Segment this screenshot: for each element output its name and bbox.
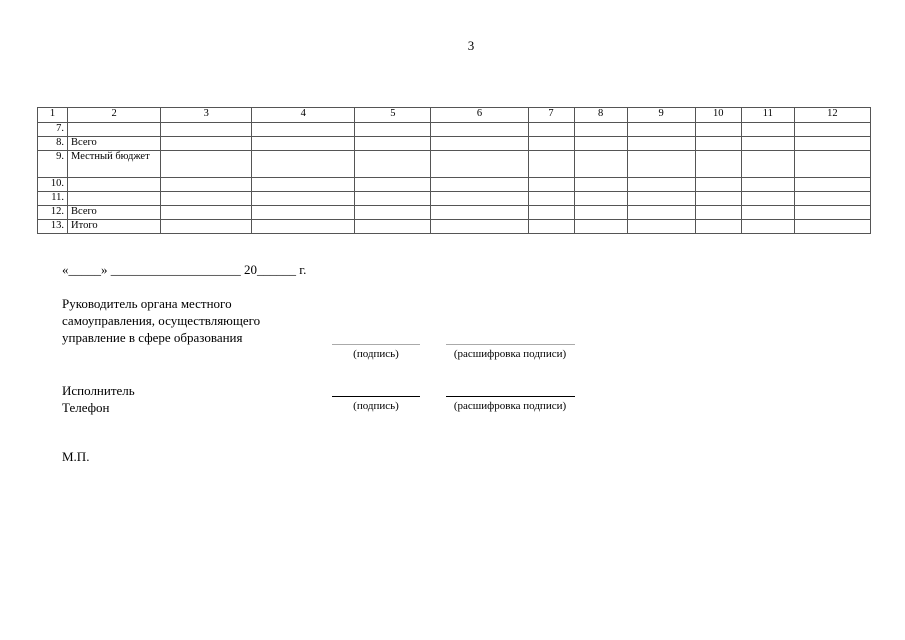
head-title-line: управление в сфере образования — [62, 330, 243, 345]
table-cell — [431, 123, 528, 137]
executor-signature-caption: (подпись) — [353, 400, 399, 412]
table-cell — [741, 123, 794, 137]
executor-title — [62, 382, 135, 416]
page-number: 3 — [467, 38, 475, 53]
table-cell — [794, 220, 870, 234]
table-cell — [627, 178, 695, 192]
column-header: 10 — [695, 108, 741, 123]
table-cell — [695, 151, 741, 178]
column-header: 8 — [574, 108, 627, 123]
row-number: 9. — [38, 151, 68, 178]
table-row — [38, 137, 871, 151]
table-cell — [252, 123, 355, 137]
table-cell — [355, 206, 431, 220]
table-cell — [741, 206, 794, 220]
table-cell — [695, 178, 741, 192]
table-cell — [252, 137, 355, 151]
table-cell — [574, 123, 627, 137]
table-cell — [794, 137, 870, 151]
table-cell — [741, 220, 794, 234]
head-title — [62, 295, 260, 346]
table-cell — [695, 220, 741, 234]
table-cell — [627, 137, 695, 151]
table-cell — [741, 192, 794, 206]
table-cell — [431, 220, 528, 234]
table-cell — [431, 151, 528, 178]
column-header: 7 — [528, 108, 574, 123]
row-label — [68, 192, 161, 206]
column-header: 2 — [68, 108, 161, 123]
column-header: 9 — [627, 108, 695, 123]
table-cell — [161, 151, 252, 178]
table-cell — [528, 137, 574, 151]
table-cell — [528, 192, 574, 206]
table-cell — [695, 192, 741, 206]
table-cell — [741, 178, 794, 192]
executor-decoding-caption: (расшифровка подписи) — [453, 400, 567, 412]
table-cell — [528, 178, 574, 192]
table-cell — [528, 123, 574, 137]
table-cell — [627, 151, 695, 178]
table-cell — [741, 151, 794, 178]
table-cell — [431, 178, 528, 192]
row-number: 12. — [38, 206, 68, 220]
table-cell — [431, 192, 528, 206]
row-label: Местный бюджет — [68, 151, 161, 178]
column-header: 4 — [252, 108, 355, 123]
table-cell — [574, 206, 627, 220]
table-cell — [627, 192, 695, 206]
column-header: 11 — [741, 108, 794, 123]
table-cell — [794, 151, 870, 178]
table-cell — [161, 137, 252, 151]
table-row — [38, 192, 871, 206]
table-cell — [431, 137, 528, 151]
table-cell — [574, 220, 627, 234]
table-cell — [695, 123, 741, 137]
row-label — [68, 123, 161, 137]
table-cell — [627, 220, 695, 234]
row-number: 13. — [38, 220, 68, 234]
table-cell — [355, 123, 431, 137]
table-row — [38, 178, 871, 192]
executor-decoding-line — [446, 396, 575, 397]
row-number: 10. — [38, 178, 68, 192]
table-cell — [528, 206, 574, 220]
row-label — [68, 178, 161, 192]
head-title-line: Руководитель органа местного — [62, 296, 232, 311]
head-signature-line — [332, 344, 420, 345]
stamp-place: М.П. — [62, 449, 90, 464]
table-cell — [355, 151, 431, 178]
table-cell — [574, 192, 627, 206]
column-header: 12 — [794, 108, 870, 123]
row-number: 7. — [38, 123, 68, 137]
head-decoding-caption: (расшифровка подписи) — [453, 348, 567, 360]
table-cell — [161, 206, 252, 220]
table-cell — [695, 206, 741, 220]
table-cell — [695, 137, 741, 151]
executor-title-line: Телефон — [62, 400, 110, 415]
head-title-line: самоуправления, осуществляющего — [62, 313, 261, 328]
table-cell — [741, 137, 794, 151]
column-header: 6 — [431, 108, 528, 123]
table-cell — [161, 192, 252, 206]
row-label: Всего — [68, 206, 161, 220]
table-cell — [794, 192, 870, 206]
table-cell — [794, 178, 870, 192]
executor-signature-line — [332, 396, 420, 397]
row-label: Всего — [68, 137, 161, 151]
executor-title-line: Исполнитель — [62, 383, 135, 398]
column-header: 1 — [38, 108, 68, 123]
table-row — [38, 206, 871, 220]
table-cell — [252, 151, 355, 178]
column-header: 5 — [355, 108, 431, 123]
table-cell — [794, 123, 870, 137]
row-label: Итого — [68, 220, 161, 234]
table-cell — [355, 178, 431, 192]
table-header-row — [38, 108, 871, 123]
table-cell — [252, 178, 355, 192]
date-line: «_____» ____________________ 20______ г. — [62, 262, 307, 277]
row-number: 11. — [38, 192, 68, 206]
table-cell — [161, 123, 252, 137]
table-cell — [355, 220, 431, 234]
table-cell — [252, 206, 355, 220]
row-number: 8. — [38, 137, 68, 151]
table-cell — [574, 151, 627, 178]
report-table — [37, 107, 871, 234]
table-cell — [431, 206, 528, 220]
table-row — [38, 220, 871, 234]
table-row — [38, 151, 871, 178]
table-cell — [528, 220, 574, 234]
table-cell — [574, 178, 627, 192]
head-signature-caption: (подпись) — [353, 348, 399, 360]
table-cell — [252, 220, 355, 234]
head-decoding-line — [446, 344, 575, 345]
table-cell — [627, 123, 695, 137]
table-cell — [528, 151, 574, 178]
table-cell — [794, 206, 870, 220]
table-cell — [574, 137, 627, 151]
table-cell — [355, 137, 431, 151]
table-cell — [627, 206, 695, 220]
table-cell — [252, 192, 355, 206]
column-header: 3 — [161, 108, 252, 123]
table-cell — [355, 192, 431, 206]
table-cell — [161, 178, 252, 192]
table-cell — [161, 220, 252, 234]
table-row — [38, 123, 871, 137]
